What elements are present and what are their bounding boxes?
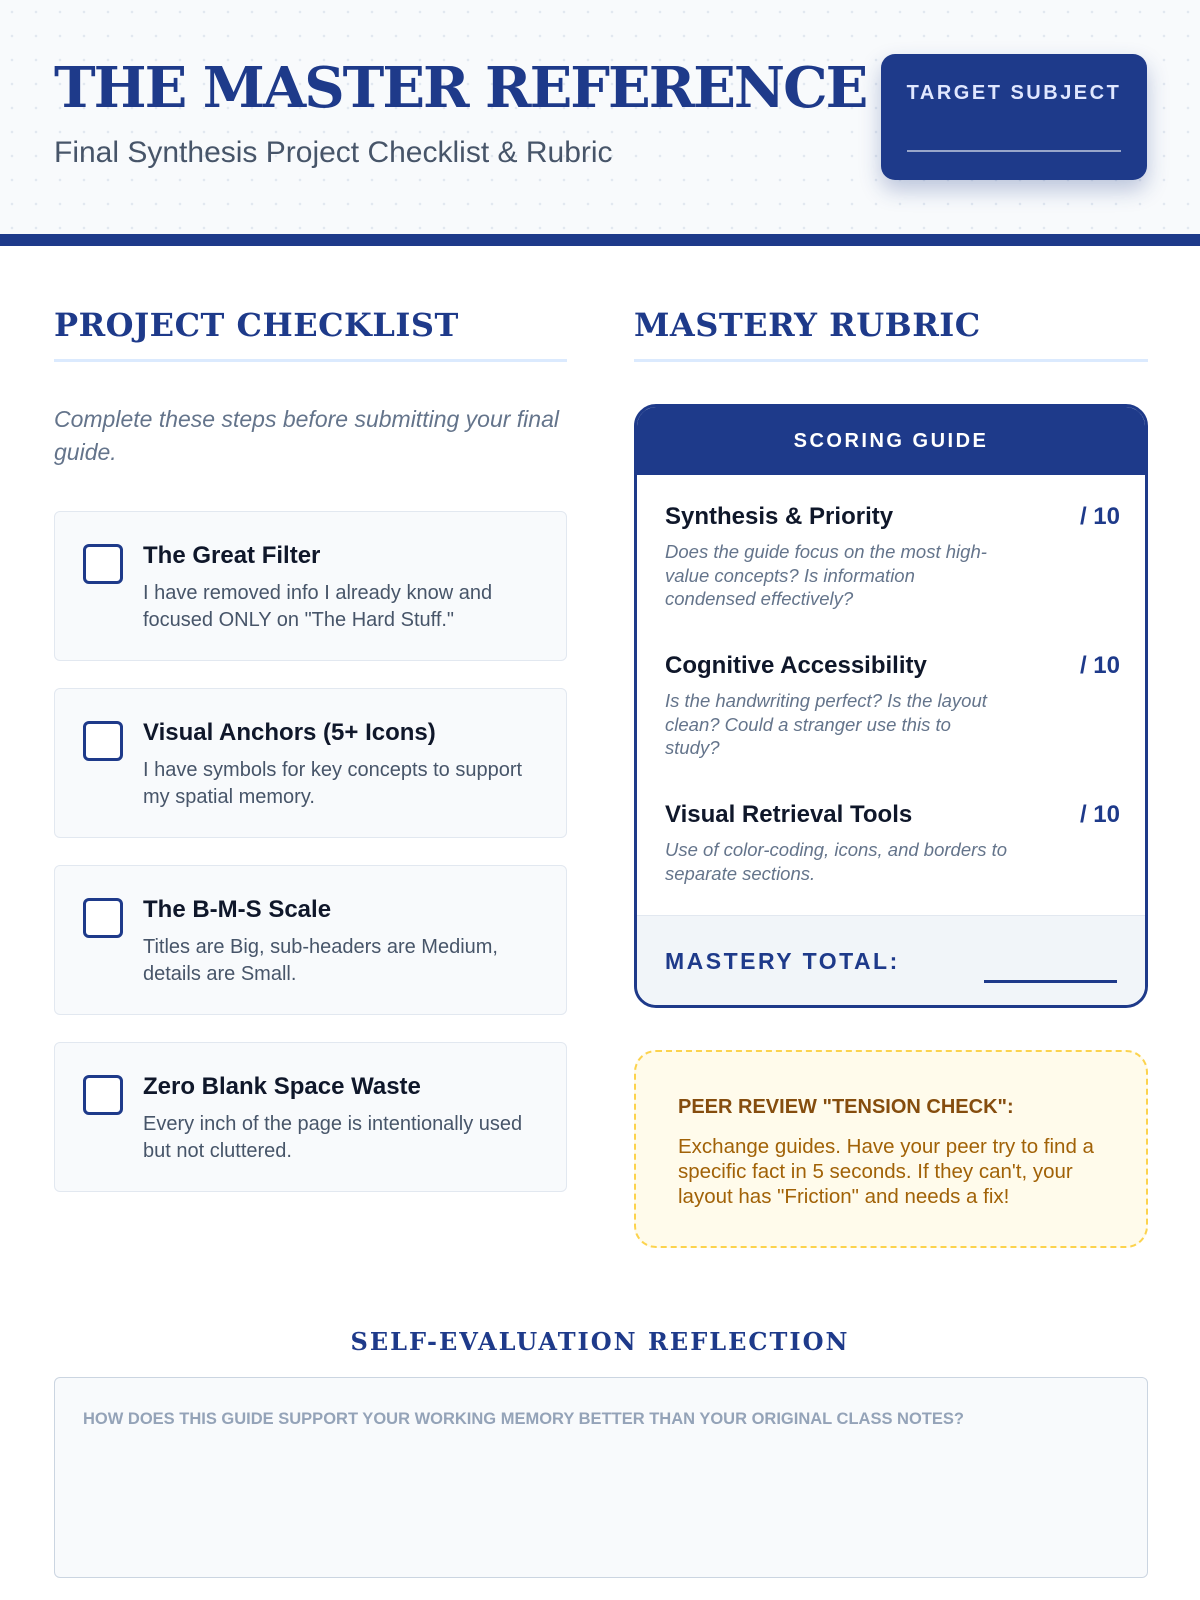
checklist-item: [54, 511, 567, 661]
reflection-heading: SELF-EVALUATION REFLECTION: [350, 1327, 850, 1356]
mastery-total-label: MASTERY TOTAL:: [665, 948, 900, 974]
checklist-item-desc: Every inch of the page is intentionally used but not cluttered.: [143, 1113, 523, 1162]
criterion-score: / 10: [1079, 503, 1120, 530]
rubric-divider: [634, 359, 1148, 362]
checkbox[interactable]: [83, 721, 123, 761]
checklist-item-desc: I have symbols for key concepts to support my spatial memory.: [143, 759, 523, 808]
page-header: [0, 0, 1200, 246]
checklist-item: [54, 688, 567, 838]
target-subject-card: [881, 54, 1147, 180]
criterion-name: Cognitive Accessibility: [665, 652, 927, 679]
criterion-score: / 10: [1079, 652, 1120, 679]
rubric-criterion: [665, 502, 1120, 611]
criterion-desc: Is the handwriting perfect? Is the layout clean? Could a stranger use this to study?: [665, 690, 987, 758]
checklist-item-title: Zero Blank Space Waste: [143, 1073, 421, 1100]
page-title: THE MASTER REFERENCE: [54, 55, 867, 121]
target-subject-field[interactable]: [907, 150, 1121, 152]
criterion-name: Visual Retrieval Tools: [665, 801, 913, 828]
reflection-textbox[interactable]: [54, 1377, 1148, 1578]
checklist-heading: PROJECT CHECKLIST: [54, 306, 459, 344]
reflection-prompt: HOW DOES THIS GUIDE SUPPORT YOUR WORKING MEMORY BETTER THAN YOUR ORIGINAL CLASS NOTES?: [83, 1410, 964, 1428]
mastery-total-row: [637, 915, 1145, 1008]
checkbox[interactable]: [83, 898, 123, 938]
criterion-desc: Use of color-coding, icons, and borders to separate sections.: [665, 839, 1008, 884]
rubric-criterion: [665, 651, 1120, 760]
checklist-item-desc: I have removed info I already know and focused ONLY on "The Hard Stuff.": [143, 582, 493, 631]
mastery-total-field[interactable]: [984, 980, 1117, 983]
criterion-desc: Does the guide focus on the most high-value concepts? Is information condensed effectively?: [665, 541, 987, 609]
target-subject-label: TARGET SUBJECT: [906, 82, 1122, 104]
rubric-criterion: [665, 800, 1120, 885]
checklist-item-desc: Titles are Big, sub-headers are Medium, details are Small.: [143, 936, 498, 985]
peer-review-text: Exchange guides. Have your peer try to find a specific fact in 5 seconds. If they can't, your layout has "Friction" and needs a fix!: [678, 1135, 1094, 1208]
scoring-guide-title: SCORING GUIDE: [637, 407, 1145, 475]
criterion-name: Synthesis & Priority: [665, 503, 894, 530]
scoring-guide-card: [634, 404, 1148, 1008]
criterion-score: / 10: [1079, 801, 1120, 828]
checklist-item-title: Visual Anchors (5+ Icons): [143, 719, 436, 746]
peer-review-title: PEER REVIEW "TENSION CHECK":: [678, 1096, 1014, 1118]
checklist-item-title: The B-M-S Scale: [143, 896, 332, 923]
checklist-item: [54, 1042, 567, 1192]
page-subtitle: Final Synthesis Project Checklist & Rubric: [54, 136, 613, 169]
checkbox[interactable]: [83, 1075, 123, 1115]
rubric-heading: MASTERY RUBRIC: [634, 306, 981, 344]
checklist-item-title: The Great Filter: [143, 542, 321, 569]
peer-review-callout: [634, 1050, 1148, 1248]
checklist-item: [54, 865, 567, 1015]
checklist-intro: Complete these steps before submitting your final guide.: [54, 406, 559, 465]
checklist-divider: [54, 359, 567, 362]
checkbox[interactable]: [83, 544, 123, 584]
